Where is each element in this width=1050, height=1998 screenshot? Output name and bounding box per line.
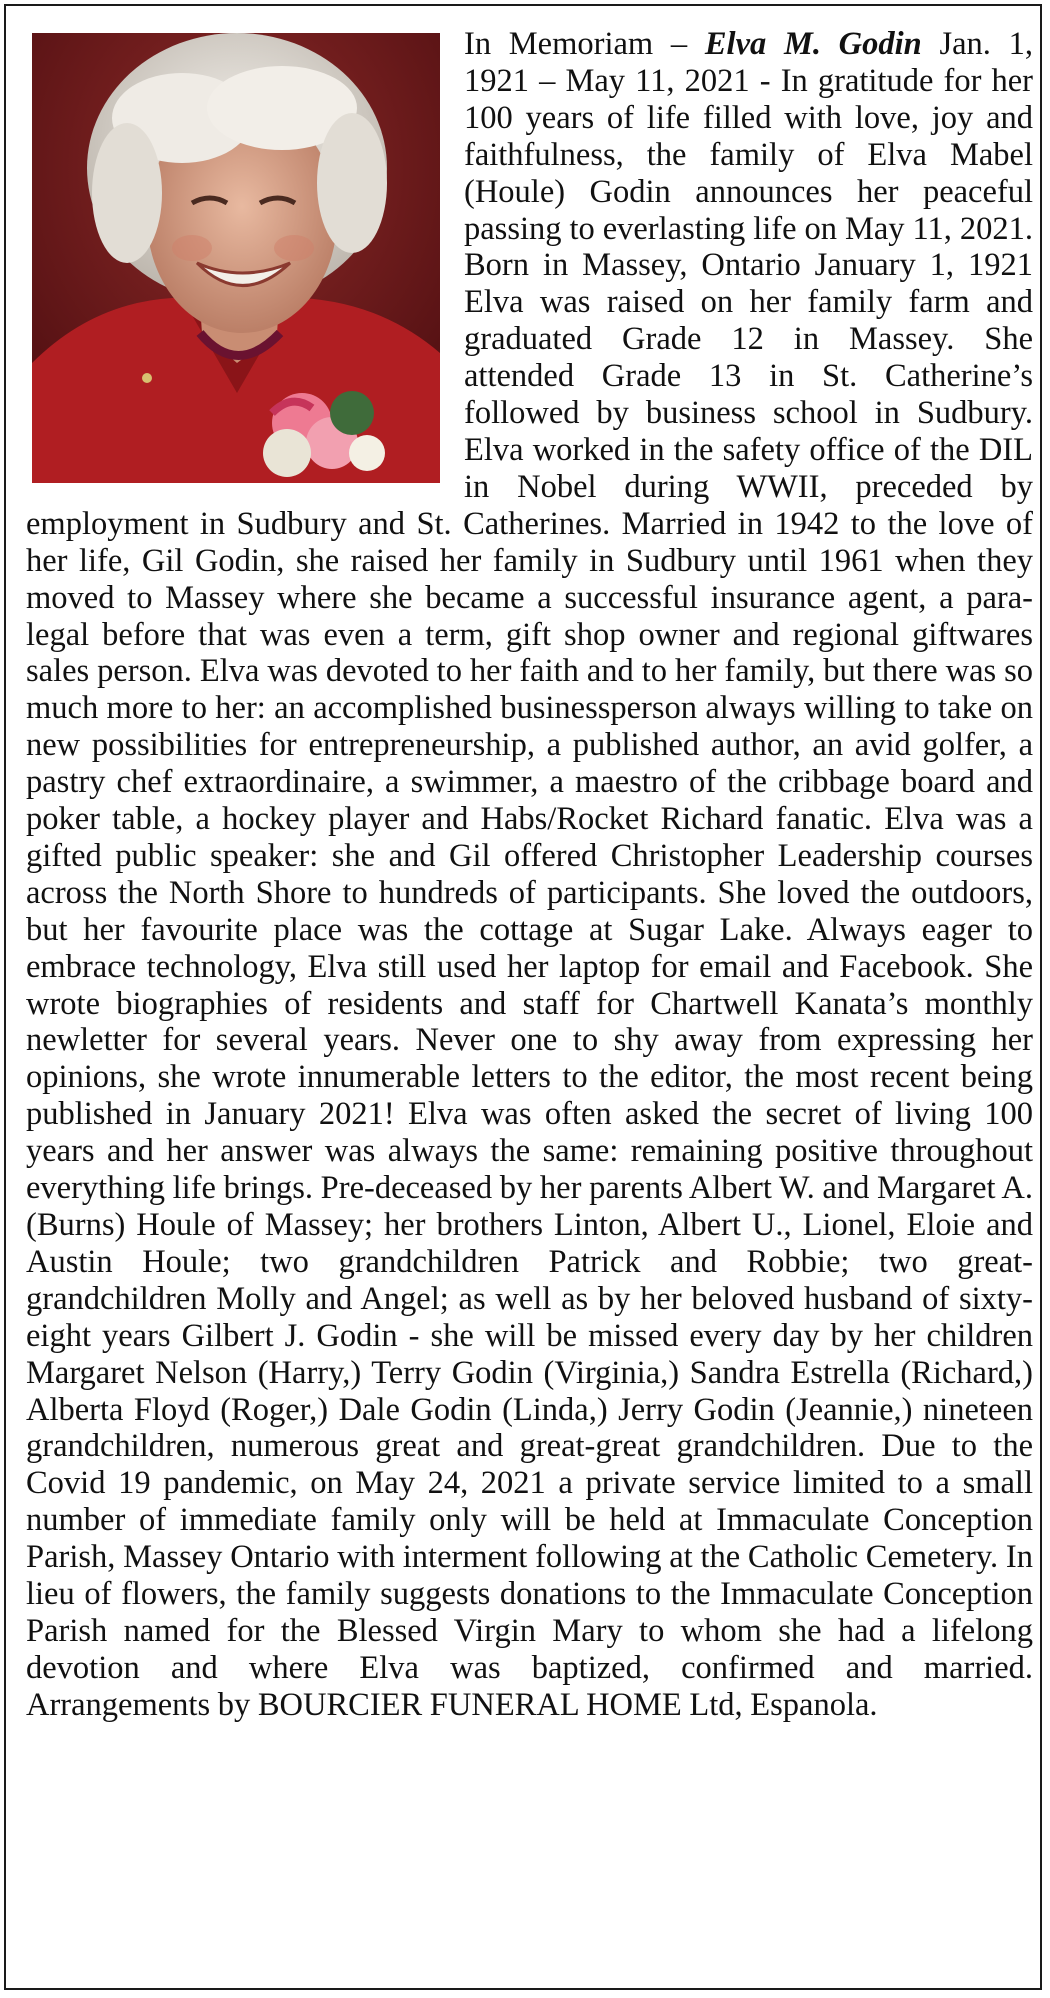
heading-prefix: In Memoriam – <box>464 26 705 62</box>
obituary-content <box>26 26 1033 1724</box>
portrait-icon <box>32 33 440 483</box>
obituary-frame <box>4 4 1042 1990</box>
obituary-body: Jan. 1, 1921 – May 11, 2021 - In gratitude for her 100 years of life filled with love, joy and faithfulness, the family of Elva Mabel (Houle) Godin announces her peaceful passing to everlasting life on May 11, 2021. Born in Massey, Ontario January 1, 1921 Elva was raised on her family farm and graduated Grade 12 in Massey. She attended Grade 13 in St. Catherine’s followed by business school in Sudbury. Elva worked in the safety office of the DIL in Nobel during WWII, preceded by employment in Sudbury and St. Catherines. Married in 1942 to the love of her life, Gil Godin, she raised her family in Sudbury until 1961 when they moved to Massey where she became a successful insurance agent, a para-legal before that was even a term, gift shop owner and regional giftwares sales person. Elva was devoted to her faith and to her family, but there was so much more to her: an accomplished businessperson always willing to take on new possibilities for entrepreneurship, a published author, an avid golfer, a pastry chef extraordinaire, a swimmer, a maestro of the cribbage board and poker table, a hockey player and Habs/Rocket Richard fanatic. Elva was a gifted public speaker: she and Gil offered Christopher Leadership courses across the North Shore to hundreds of participants. She loved the outdoors, but her favourite place was the cottage at Sugar Lake. Always eager to embrace technology, Elva still used her laptop for email and Facebook. She wrote biographies of residents and staff for Chartwell Kanata’s monthly newletter for several years. Never one to shy away from expressing her opinions, she wrote innumerable letters to the editor, the most recent being published in January 2021! Elva was often asked the secret of living 100 years and her answer was always the same: remaining positive throughout everything life brings. Pre-deceased by her parents Albert W. and Margaret A. (Burns) Houle of Massey; her brothers Linton, Albert U., Lionel, Eloie and Austin Houle; two grandchildren Patrick and Robbie; two great-grandchildren Molly and Angel; as well as by her beloved husband of sixty-eight years Gilbert J. Godin - she will be missed every day by her children Margaret Nelson (Harry,) Terry Godin (Virginia,) Sandra Estrella (Richard,) Alberta Floyd (Roger,) Dale Godin (Linda,) Jerry Godin (Jeannie,) nineteen grandchildren, numerous great and great-great grandchildren. Due to the Covid 19 pandemic, on May 24, 2021 a private service limited to a small number of immediate family only will be held at Immaculate Conception Parish, Massey Ontario with interment following at the Catholic Cemetery. In lieu of flowers, the family suggests donations to the Immaculate Conception Parish named for the Blessed Virgin Mary to whom she had a lifelong devotion and where Elva was baptized, confirmed and married. Arrangements by BOURCIER FUNERAL HOME Ltd, Espanola. <box>26 26 1034 1723</box>
deceased-name: Elva M. Godin <box>704 26 922 62</box>
portrait-photo <box>32 33 440 483</box>
